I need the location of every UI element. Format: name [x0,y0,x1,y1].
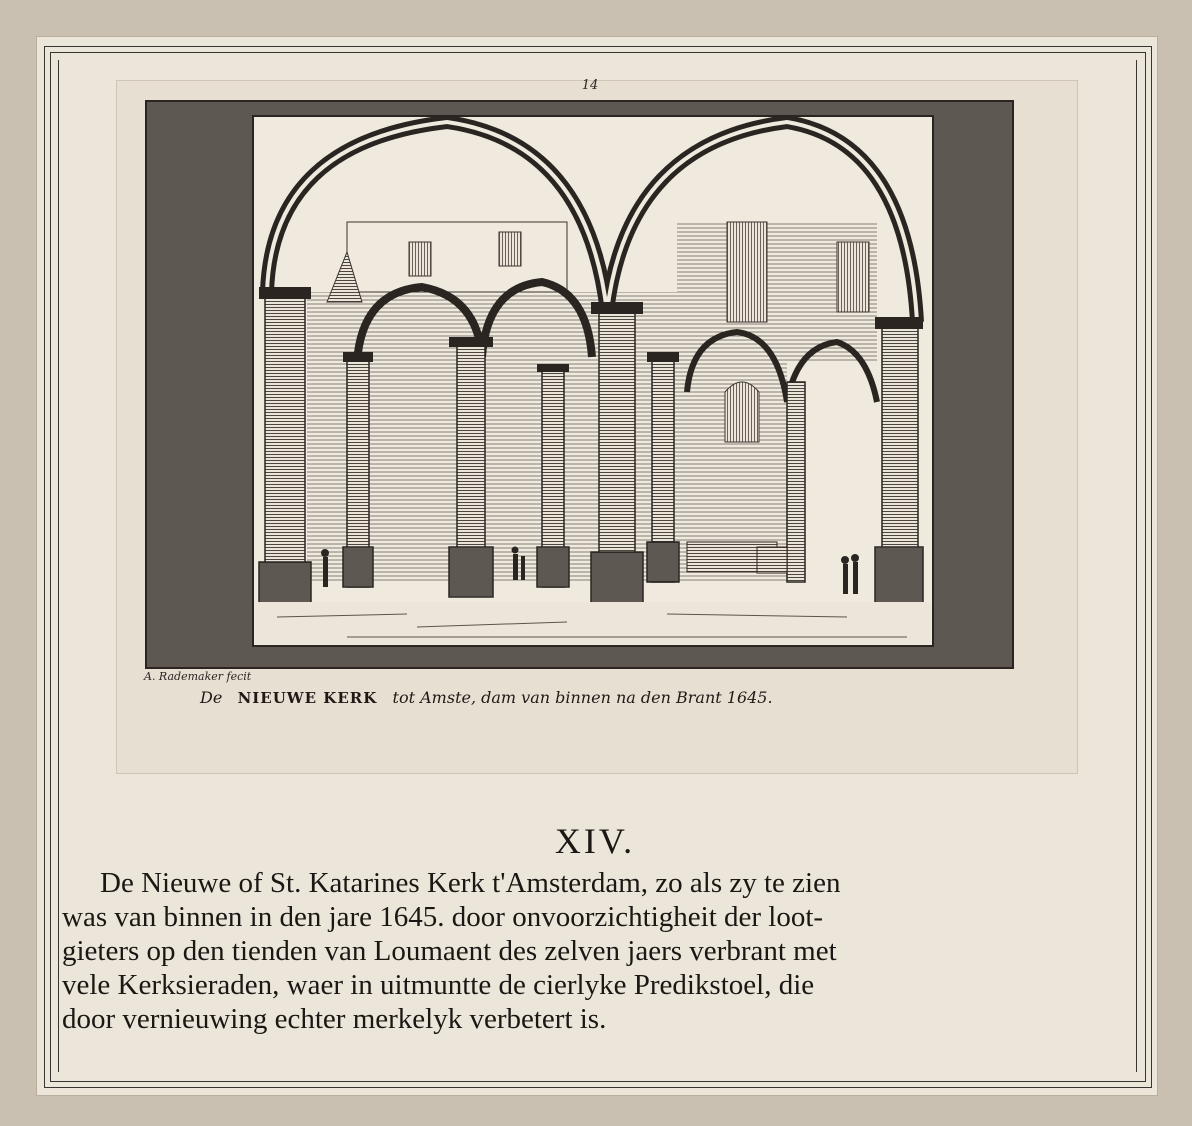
caption-title: NIEUWE KERK [237,689,378,707]
caption-suffix: tot Amste, dam van binnen na den Brant 1645. [392,688,773,707]
plate-caption [200,688,1000,707]
body-text [62,866,1128,1036]
left-border-rule [58,60,59,1072]
body-line: gieters op den tienden van Loumaent des zelven jaers verbrant met [62,935,837,967]
body-line: door vernieuwing echter merkelyk verbetert is. [62,1003,607,1035]
caption-prefix: De [200,688,223,707]
body-line: was van binnen in den jare 1645. door onvoorzichtigheit der loot- [62,901,824,933]
section-numeral: XIV. [554,821,636,861]
body-line: vele Kerksieraden, waer in uitmuntte de cierlyke Predikstoel, die [62,969,815,1001]
body-line: De Nieuwe of St. Katarines Kerk t'Amsterdam, zo als zy te zien [100,867,841,899]
church-interior-image [147,102,1012,667]
engraving-illustration [145,100,1014,669]
engraver-credit: A. Rademaker fecit [144,670,252,683]
right-border-rule [1136,60,1137,1072]
page-number: 14 [581,78,599,93]
